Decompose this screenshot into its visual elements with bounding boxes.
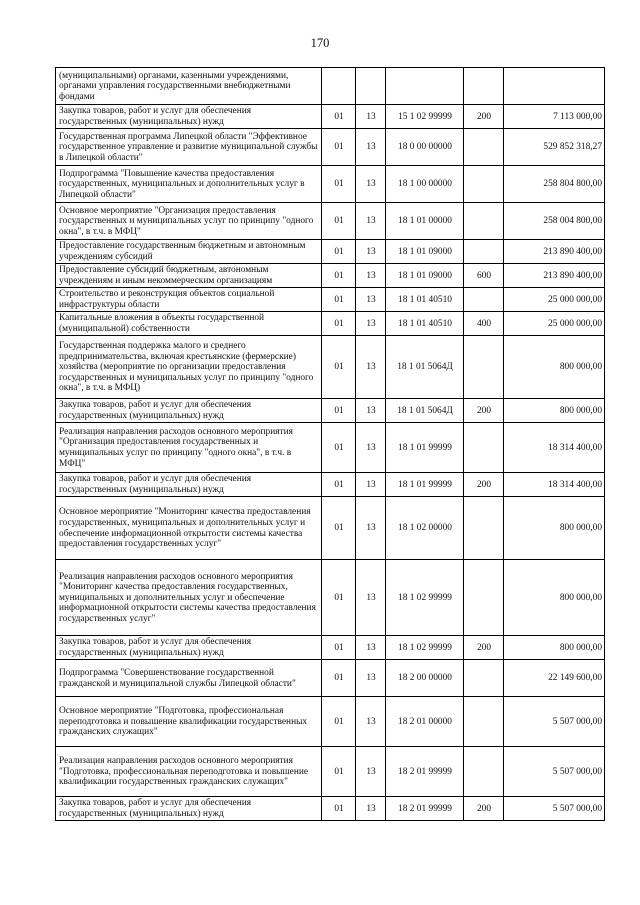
expense-type-code bbox=[464, 203, 504, 240]
expense-type-code bbox=[464, 560, 504, 636]
expense-type-code bbox=[464, 129, 504, 166]
target-article-code: 18 1 01 00000 bbox=[386, 203, 464, 240]
amount: 800 000,00 bbox=[504, 497, 605, 560]
section-code: 01 bbox=[322, 660, 356, 697]
target-article-code: 18 1 01 40510 bbox=[386, 312, 464, 336]
row-description: Реализация направления расходов основного мероприятия "Организация предоставления государственных и муниципальных услуг по принципу "одного окна", в т.ч. в МФЦ" bbox=[56, 423, 322, 473]
row-description: Закупка товаров, работ и услуг для обеспечения государственных (муниципальных) нужд bbox=[56, 399, 322, 423]
amount: 18 314 400,00 bbox=[504, 423, 605, 473]
expense-type-code bbox=[464, 166, 504, 203]
subsection-code: 13 bbox=[356, 166, 386, 203]
target-article-code: 18 1 01 40510 bbox=[386, 288, 464, 312]
subsection-code: 13 bbox=[356, 288, 386, 312]
expense-type-code: 600 bbox=[464, 264, 504, 288]
amount: 800 000,00 bbox=[504, 336, 605, 399]
table-row bbox=[56, 697, 605, 747]
amount: 25 000 000,00 bbox=[504, 312, 605, 336]
section-code: 01 bbox=[322, 336, 356, 399]
subsection-code: 13 bbox=[356, 560, 386, 636]
amount: 5 507 000,00 bbox=[504, 747, 605, 797]
subsection-code: 13 bbox=[356, 660, 386, 697]
section-code: 01 bbox=[322, 312, 356, 336]
expense-type-code: 200 bbox=[464, 473, 504, 497]
target-article-code: 18 2 01 00000 bbox=[386, 697, 464, 747]
section-code: 01 bbox=[322, 697, 356, 747]
target-article-code: 18 1 01 09000 bbox=[386, 264, 464, 288]
section-code: 01 bbox=[322, 166, 356, 203]
section-code: 01 bbox=[322, 203, 356, 240]
target-article-code: 18 1 02 99999 bbox=[386, 560, 464, 636]
subsection-code bbox=[356, 68, 386, 105]
row-description: Реализация направления расходов основного мероприятия "Мониторинг качества предоставления государственных, муниципальных и дополнительных услуг и обеспечение информационной открытости системы качества предоставления государственных услуг" bbox=[56, 560, 322, 636]
row-description: Подпрограмма "Совершенствование государственной гражданской и муниципальной службы Липецкой области" bbox=[56, 660, 322, 697]
subsection-code: 13 bbox=[356, 697, 386, 747]
target-article-code: 18 1 00 00000 bbox=[386, 166, 464, 203]
amount bbox=[504, 68, 605, 105]
table-row bbox=[56, 336, 605, 399]
budget-table bbox=[55, 67, 605, 821]
target-article-code: 18 1 01 5064Д bbox=[386, 336, 464, 399]
target-article-code bbox=[386, 68, 464, 105]
target-article-code: 18 0 00 00000 bbox=[386, 129, 464, 166]
table-row bbox=[56, 636, 605, 660]
table-row bbox=[56, 203, 605, 240]
section-code: 01 bbox=[322, 129, 356, 166]
expense-type-code bbox=[464, 697, 504, 747]
row-description: Строительство и реконструкция объектов социальной инфраструктуры области bbox=[56, 288, 322, 312]
row-description: Реализация направления расходов основного мероприятия "Подготовка, профессиональная переподготовка и повышение квалификации государственных гражданских служащих" bbox=[56, 747, 322, 797]
target-article-code: 18 2 01 99999 bbox=[386, 747, 464, 797]
amount: 5 507 000,00 bbox=[504, 797, 605, 821]
subsection-code: 13 bbox=[356, 312, 386, 336]
expense-type-code bbox=[464, 240, 504, 264]
row-description: Предоставление субсидий бюджетным, автономным учреждениям и иным некоммерческим организациям bbox=[56, 264, 322, 288]
target-article-code: 18 1 02 99999 bbox=[386, 636, 464, 660]
section-code: 01 bbox=[322, 288, 356, 312]
table-row bbox=[56, 399, 605, 423]
table-row bbox=[56, 497, 605, 560]
row-description: Основное мероприятие "Мониторинг качества предоставления государственных, муниципальных и дополнительных услуг и обеспечение информационной открытости системы качества предоставления государственных услуг" bbox=[56, 497, 322, 560]
subsection-code: 13 bbox=[356, 636, 386, 660]
table-row bbox=[56, 129, 605, 166]
table-row bbox=[56, 288, 605, 312]
subsection-code: 13 bbox=[356, 203, 386, 240]
expense-type-code bbox=[464, 68, 504, 105]
expense-type-code: 200 bbox=[464, 797, 504, 821]
expense-type-code: 200 bbox=[464, 399, 504, 423]
amount: 800 000,00 bbox=[504, 636, 605, 660]
budget-table-body bbox=[56, 68, 605, 821]
expense-type-code bbox=[464, 423, 504, 473]
target-article-code: 18 1 01 09000 bbox=[386, 240, 464, 264]
target-article-code: 15 1 02 99999 bbox=[386, 105, 464, 129]
table-row bbox=[56, 423, 605, 473]
row-description: (муниципальными) органами, казенными учреждениями, органами управления государственными внебюджетными фондами bbox=[56, 68, 322, 105]
subsection-code: 13 bbox=[356, 797, 386, 821]
subsection-code: 13 bbox=[356, 497, 386, 560]
row-description: Капитальные вложения в объекты государственной (муниципальной) собственности bbox=[56, 312, 322, 336]
subsection-code: 13 bbox=[356, 264, 386, 288]
table-row bbox=[56, 312, 605, 336]
section-code: 01 bbox=[322, 423, 356, 473]
target-article-code: 18 1 01 5064Д bbox=[386, 399, 464, 423]
subsection-code: 13 bbox=[356, 747, 386, 797]
table-row bbox=[56, 560, 605, 636]
row-description: Основное мероприятие "Подготовка, профессиональная переподготовка и повышение квалификации государственных гражданских служащих" bbox=[56, 697, 322, 747]
amount: 800 000,00 bbox=[504, 560, 605, 636]
table-row bbox=[56, 240, 605, 264]
amount: 213 890 400,00 bbox=[504, 240, 605, 264]
section-code: 01 bbox=[322, 105, 356, 129]
amount: 800 000,00 bbox=[504, 399, 605, 423]
section-code: 01 bbox=[322, 636, 356, 660]
subsection-code: 13 bbox=[356, 129, 386, 166]
row-description: Основное мероприятие "Организация предоставления государственных и муниципальных услуг по принципу "одного окна", в т.ч. в МФЦ" bbox=[56, 203, 322, 240]
subsection-code: 13 bbox=[356, 399, 386, 423]
subsection-code: 13 bbox=[356, 423, 386, 473]
section-code: 01 bbox=[322, 560, 356, 636]
amount: 7 113 000,00 bbox=[504, 105, 605, 129]
table-row bbox=[56, 68, 605, 105]
row-description: Закупка товаров, работ и услуг для обеспечения государственных (муниципальных) нужд bbox=[56, 105, 322, 129]
amount: 213 890 400,00 bbox=[504, 264, 605, 288]
subsection-code: 13 bbox=[356, 105, 386, 129]
amount: 529 852 318,27 bbox=[504, 129, 605, 166]
expense-type-code bbox=[464, 660, 504, 697]
page-number: 170 bbox=[310, 36, 330, 50]
expense-type-code: 400 bbox=[464, 312, 504, 336]
row-description: Подпрограмма "Повышение качества предоставления государственных, муниципальных и дополнительных услуг в Липецкой области" bbox=[56, 166, 322, 203]
target-article-code: 18 1 01 99999 bbox=[386, 423, 464, 473]
subsection-code: 13 bbox=[356, 240, 386, 264]
expense-type-code bbox=[464, 288, 504, 312]
row-description: Предоставление государственным бюджетным и автономным учреждениям субсидий bbox=[56, 240, 322, 264]
row-description: Государственная программа Липецкой области "Эффективное государственное управление и развитие муниципальной службы в Липецкой области" bbox=[56, 129, 322, 166]
section-code: 01 bbox=[322, 747, 356, 797]
section-code: 01 bbox=[322, 797, 356, 821]
table-row bbox=[56, 473, 605, 497]
target-article-code: 18 1 02 00000 bbox=[386, 497, 464, 560]
amount: 18 314 400,00 bbox=[504, 473, 605, 497]
expense-type-code: 200 bbox=[464, 636, 504, 660]
table-row bbox=[56, 264, 605, 288]
table-row bbox=[56, 105, 605, 129]
section-code: 01 bbox=[322, 473, 356, 497]
section-code bbox=[322, 68, 356, 105]
row-description: Закупка товаров, работ и услуг для обеспечения государственных (муниципальных) нужд bbox=[56, 636, 322, 660]
expense-type-code bbox=[464, 747, 504, 797]
amount: 258 804 800,00 bbox=[504, 166, 605, 203]
target-article-code: 18 2 01 99999 bbox=[386, 797, 464, 821]
amount: 258 004 800,00 bbox=[504, 203, 605, 240]
subsection-code: 13 bbox=[356, 336, 386, 399]
expense-type-code bbox=[464, 336, 504, 399]
amount: 5 507 000,00 bbox=[504, 697, 605, 747]
row-description: Закупка товаров, работ и услуг для обеспечения государственных (муниципальных) нужд bbox=[56, 797, 322, 821]
table-row bbox=[56, 747, 605, 797]
subsection-code: 13 bbox=[356, 473, 386, 497]
amount: 22 149 600,00 bbox=[504, 660, 605, 697]
table-row bbox=[56, 797, 605, 821]
section-code: 01 bbox=[322, 497, 356, 560]
amount: 25 000 000,00 bbox=[504, 288, 605, 312]
target-article-code: 18 2 00 00000 bbox=[386, 660, 464, 697]
expense-type-code: 200 bbox=[464, 105, 504, 129]
row-description: Закупка товаров, работ и услуг для обеспечения государственных (муниципальных) нужд bbox=[56, 473, 322, 497]
section-code: 01 bbox=[322, 240, 356, 264]
target-article-code: 18 1 01 99999 bbox=[386, 473, 464, 497]
row-description: Государственная поддержка малого и среднего предпринимательства, включая крестьянские (фермерские) хозяйства (мероприятие по организации предоставления государственных и муниципальных услуг по принципу "одного окна", в т.ч. в МФЦ) bbox=[56, 336, 322, 399]
table-row bbox=[56, 660, 605, 697]
section-code: 01 bbox=[322, 264, 356, 288]
expense-type-code bbox=[464, 497, 504, 560]
section-code: 01 bbox=[322, 399, 356, 423]
table-row bbox=[56, 166, 605, 203]
